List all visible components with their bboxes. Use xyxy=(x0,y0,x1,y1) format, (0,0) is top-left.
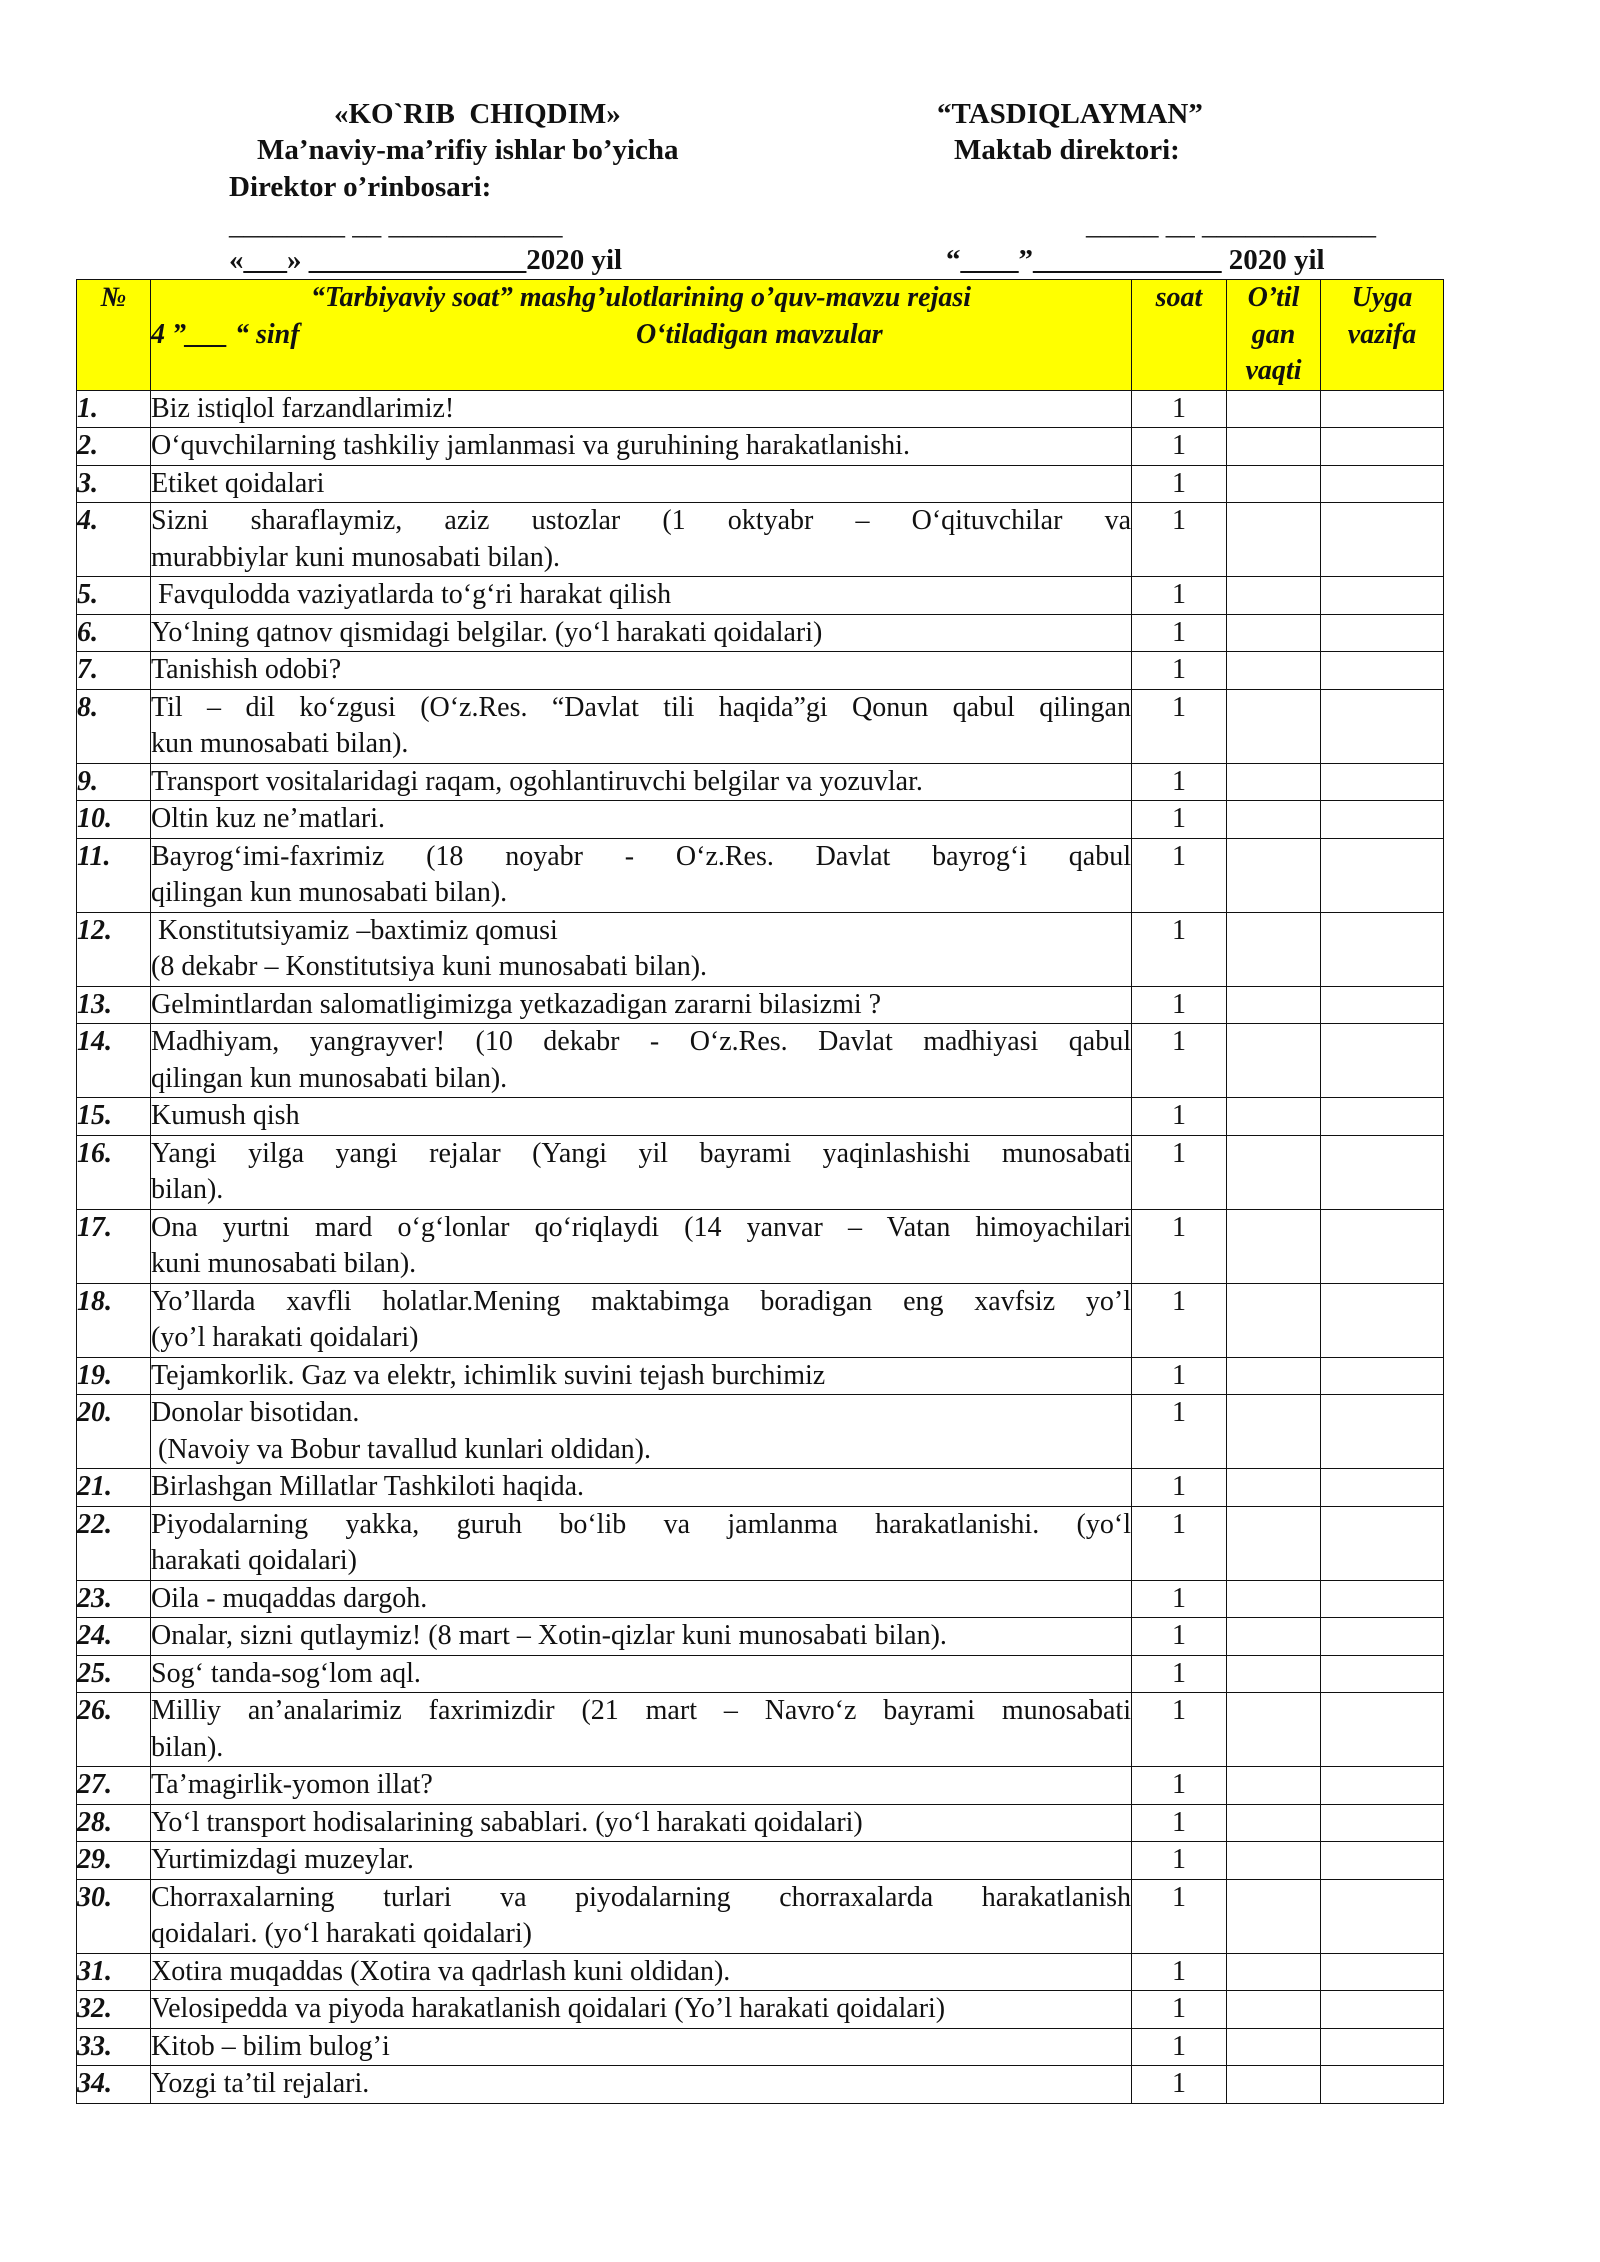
table-row xyxy=(77,1842,1444,1880)
table-row xyxy=(77,390,1444,428)
topic-line: (yo’l harakati qoidalari) xyxy=(151,1322,419,1353)
topic-line: Velosipedda va piyoda harakatlanish qoidalari (Yo’l harakati qoidalari) xyxy=(151,1993,946,2024)
table-row xyxy=(77,1804,1444,1842)
table-row xyxy=(77,2028,1444,2066)
table-row xyxy=(77,1395,1444,1469)
topic-line: Piyodalarning yakka, guruh bo‘lib va jamlanma harakatlanishi. (yo‘l xyxy=(151,1508,1131,1540)
approver-date-line: “____”_____________ 2020 yil xyxy=(946,244,1325,276)
row-number: 28. xyxy=(77,1804,151,1842)
row-number: 19. xyxy=(77,1357,151,1395)
topic-line: Madhiyam, yangrayver! (10 dekabr - O‘z.Res. Davlat madhiyasi qabul xyxy=(151,1026,1131,1057)
row-homework xyxy=(1321,652,1444,690)
row-homework xyxy=(1321,503,1444,577)
row-homework xyxy=(1321,2066,1444,2104)
row-homework xyxy=(1321,986,1444,1024)
row-done-date xyxy=(1227,1618,1321,1656)
topic-line: Tejamkorlik. Gaz va elektr, ichimlik suvini tejash burchimiz xyxy=(151,1359,826,1391)
header-done-date xyxy=(1227,280,1321,391)
row-topic xyxy=(151,763,1132,801)
row-number: 33. xyxy=(77,2028,151,2066)
row-topic xyxy=(151,1953,1132,1991)
row-homework xyxy=(1321,689,1444,763)
approved-title: “TASDIQLAYMAN” xyxy=(937,98,1203,130)
row-number: 24. xyxy=(77,1618,151,1656)
row-topic xyxy=(151,1024,1132,1098)
topic-line: Transport vositalaridagi raqam, ogohlantiruvchi belgilar va yozuvlar. xyxy=(151,765,923,797)
row-number: 23. xyxy=(77,1580,151,1618)
table-row xyxy=(77,1506,1444,1580)
row-number: 12. xyxy=(77,912,151,986)
topic-line: Birlashgan Millatlar Tashkiloti haqida. xyxy=(151,1471,585,1502)
table-row xyxy=(77,1098,1444,1136)
header-done-line: gan xyxy=(1251,318,1296,350)
topic-line: Xotira muqaddas (Xotira va qadrlash kuni oldidan). xyxy=(151,1955,731,1987)
table-header-row xyxy=(77,280,1444,391)
row-number: 3. xyxy=(77,465,151,503)
topic-line: murabbiylar kuni munosabati bilan). xyxy=(151,541,561,573)
row-topic xyxy=(151,390,1132,428)
row-number: 11. xyxy=(77,838,151,912)
row-number: 29. xyxy=(77,1842,151,1880)
topic-line: Oltin kuz ne’matlari. xyxy=(151,803,386,834)
row-number: 15. xyxy=(77,1098,151,1136)
row-done-date xyxy=(1227,801,1321,839)
row-hours: 1 xyxy=(1132,1135,1227,1209)
row-homework xyxy=(1321,1804,1444,1842)
table-row xyxy=(77,689,1444,763)
row-number: 30. xyxy=(77,1879,151,1953)
row-done-date xyxy=(1227,503,1321,577)
topic-line: Konstitutsiyamiz –baxtimiz qomusi xyxy=(151,914,558,946)
row-done-date xyxy=(1227,577,1321,615)
row-hours: 1 xyxy=(1132,1283,1227,1357)
row-homework xyxy=(1321,1506,1444,1580)
table-row xyxy=(77,1135,1444,1209)
topic-line: Yurtimizdagi muzeylar. xyxy=(151,1844,414,1875)
row-hours: 1 xyxy=(1132,577,1227,615)
row-topic xyxy=(151,1506,1132,1580)
row-homework xyxy=(1321,1655,1444,1693)
row-topic xyxy=(151,1283,1132,1357)
row-hours: 1 xyxy=(1132,1395,1227,1469)
row-done-date xyxy=(1227,1655,1321,1693)
row-topic xyxy=(151,1395,1132,1469)
row-topic xyxy=(151,1469,1132,1507)
header-topic xyxy=(151,280,1132,391)
row-hours: 1 xyxy=(1132,2028,1227,2066)
row-number: 2. xyxy=(77,428,151,466)
row-homework xyxy=(1321,465,1444,503)
topic-line: Milliy an’analarimiz faxrimizdir (21 mart – Navro‘z bayrami munosabati xyxy=(151,1695,1131,1726)
row-homework xyxy=(1321,801,1444,839)
topic-line: kun munosabati bilan). xyxy=(151,728,409,759)
topic-line: Etiket qoidalari xyxy=(151,467,325,499)
row-homework xyxy=(1321,1693,1444,1767)
row-hours: 1 xyxy=(1132,1879,1227,1953)
topic-line: qilingan kun munosabati bilan). xyxy=(151,1062,508,1094)
row-topic xyxy=(151,2066,1132,2104)
row-done-date xyxy=(1227,1469,1321,1507)
table-row xyxy=(77,652,1444,690)
row-done-date xyxy=(1227,1953,1321,1991)
topic-line: Favqulodda vaziyatlarda to‘g‘ri harakat qilish xyxy=(151,579,672,610)
reviewer-role-line2: Direktor o’rinbosari: xyxy=(229,171,492,203)
row-done-date xyxy=(1227,428,1321,466)
row-number: 13. xyxy=(77,986,151,1024)
table-row xyxy=(77,2066,1444,2104)
table-row xyxy=(77,801,1444,839)
row-done-date xyxy=(1227,1024,1321,1098)
row-homework xyxy=(1321,1357,1444,1395)
table-row xyxy=(77,1469,1444,1507)
reviewer-role-line1: Ma’naviy-ma’rifiy ishlar bo’yicha xyxy=(257,134,679,166)
row-done-date xyxy=(1227,1395,1321,1469)
row-topic xyxy=(151,652,1132,690)
row-topic xyxy=(151,1580,1132,1618)
row-topic xyxy=(151,2028,1132,2066)
row-topic xyxy=(151,428,1132,466)
row-topic xyxy=(151,1655,1132,1693)
row-done-date xyxy=(1227,2028,1321,2066)
row-topic xyxy=(151,465,1132,503)
table-body xyxy=(77,390,1444,2103)
reviewer-signature-line: ________ __ ____________ xyxy=(229,209,563,241)
row-topic xyxy=(151,577,1132,615)
row-done-date xyxy=(1227,1209,1321,1283)
topic-line: Kitob – bilim bulog’i xyxy=(151,2030,390,2062)
row-homework xyxy=(1321,1098,1444,1136)
reviewer-date-line: «___» _______________2020 yil xyxy=(229,244,623,276)
row-topic xyxy=(151,1879,1132,1953)
row-homework xyxy=(1321,838,1444,912)
row-homework xyxy=(1321,614,1444,652)
row-homework xyxy=(1321,1879,1444,1953)
row-homework xyxy=(1321,1283,1444,1357)
row-number: 31. xyxy=(77,1953,151,1991)
header-topic-subline xyxy=(151,317,1131,354)
row-done-date xyxy=(1227,912,1321,986)
row-homework xyxy=(1321,1024,1444,1098)
approver-signature-line: _____ __ ____________ xyxy=(1086,209,1376,241)
approver-role: Maktab direktori: xyxy=(954,134,1180,166)
row-hours: 1 xyxy=(1132,1098,1227,1136)
row-homework xyxy=(1321,2028,1444,2066)
table-row xyxy=(77,986,1444,1024)
row-number: 20. xyxy=(77,1395,151,1469)
row-done-date xyxy=(1227,838,1321,912)
table-row xyxy=(77,465,1444,503)
row-hours: 1 xyxy=(1132,614,1227,652)
row-done-date xyxy=(1227,1879,1321,1953)
header-homework xyxy=(1321,280,1444,391)
topic-line: Donolar bisotidan. xyxy=(151,1397,360,1428)
row-done-date xyxy=(1227,1991,1321,2029)
row-hours: 1 xyxy=(1132,986,1227,1024)
row-topic xyxy=(151,689,1132,763)
row-done-date xyxy=(1227,1135,1321,1209)
table-row xyxy=(77,428,1444,466)
topic-line: Sizni sharaflaymiz, aziz ustozlar (1 oktyabr – O‘qituvchilar va xyxy=(151,505,1131,536)
topic-line: qilingan kun munosabati bilan). xyxy=(151,877,508,908)
row-hours: 1 xyxy=(1132,1209,1227,1283)
topic-line: harakati qoidalari) xyxy=(151,1545,358,1576)
table-row xyxy=(77,763,1444,801)
row-number: 18. xyxy=(77,1283,151,1357)
row-hours: 1 xyxy=(1132,1953,1227,1991)
row-number: 27. xyxy=(77,1767,151,1805)
row-hours: 1 xyxy=(1132,390,1227,428)
topic-line: Til – dil ko‘zgusi (O‘z.Res. “Davlat tili haqida”gi Qonun qabul qilingan xyxy=(151,691,1131,723)
topic-line: O‘quvchilarning tashkiliy jamlanmasi va guruhining harakatlanishi. xyxy=(151,430,910,461)
row-homework xyxy=(1321,912,1444,986)
row-done-date xyxy=(1227,1357,1321,1395)
row-topic xyxy=(151,1991,1132,2029)
row-done-date xyxy=(1227,2066,1321,2104)
topic-line: Kumush qish xyxy=(151,1100,300,1131)
row-hours: 1 xyxy=(1132,838,1227,912)
topic-line: Ta’magirlik-yomon illat? xyxy=(151,1769,433,1800)
row-done-date xyxy=(1227,1842,1321,1880)
row-number: 14. xyxy=(77,1024,151,1098)
row-done-date xyxy=(1227,1098,1321,1136)
row-hours: 1 xyxy=(1132,1655,1227,1693)
row-topic xyxy=(151,1842,1132,1880)
header-hours: soat xyxy=(1132,280,1227,391)
row-hours: 1 xyxy=(1132,1842,1227,1880)
table-row xyxy=(77,1209,1444,1283)
header-number: № xyxy=(77,280,151,391)
topic-line: Bayrog‘imi-faxrimiz (18 noyabr - O‘z.Res. Davlat bayrog‘i qabul xyxy=(151,840,1131,872)
row-homework xyxy=(1321,428,1444,466)
row-done-date xyxy=(1227,986,1321,1024)
table-row xyxy=(77,1991,1444,2029)
row-number: 1. xyxy=(77,390,151,428)
row-homework xyxy=(1321,1209,1444,1283)
table-row xyxy=(77,1655,1444,1693)
row-number: 17. xyxy=(77,1209,151,1283)
row-hours: 1 xyxy=(1132,1618,1227,1656)
row-done-date xyxy=(1227,1693,1321,1767)
row-topic xyxy=(151,1804,1132,1842)
table-row xyxy=(77,838,1444,912)
topic-line: Ona yurtni mard o‘g‘lonlar qo‘riqlaydi (14 yanvar – Vatan himoyachilari xyxy=(151,1211,1131,1243)
row-homework xyxy=(1321,1618,1444,1656)
row-topic xyxy=(151,986,1132,1024)
row-hours: 1 xyxy=(1132,1506,1227,1580)
row-topic xyxy=(151,503,1132,577)
topic-line: Yo‘l transport hodisalarining sabablari. (yo‘l harakati qoidalari) xyxy=(151,1806,863,1838)
topic-line: (8 dekabr – Konstitutsiya kuni munosabati bilan). xyxy=(151,951,708,982)
table-row xyxy=(77,577,1444,615)
row-hours: 1 xyxy=(1132,428,1227,466)
table-row xyxy=(77,1767,1444,1805)
row-homework xyxy=(1321,1767,1444,1805)
row-topic xyxy=(151,1618,1132,1656)
reviewed-title: «KO`RIB CHIQDIM» xyxy=(334,98,621,130)
table-row xyxy=(77,1953,1444,1991)
row-done-date xyxy=(1227,390,1321,428)
row-number: 25. xyxy=(77,1655,151,1693)
row-done-date xyxy=(1227,465,1321,503)
row-hours: 1 xyxy=(1132,503,1227,577)
plan-title: “Tarbiyaviy soat” mashg’ulotlarining o’quv-mavzu rejasi xyxy=(310,282,972,313)
topic-line: Yo’llarda xavfli holatlar.Mening maktabimga boradigan eng xavfsiz yo’l xyxy=(151,1285,1131,1317)
table-row xyxy=(77,1618,1444,1656)
row-homework xyxy=(1321,1469,1444,1507)
header-done-line: vaqti xyxy=(1245,355,1302,386)
header-homework-line: Uyga xyxy=(1351,282,1413,313)
row-homework xyxy=(1321,763,1444,801)
table-row xyxy=(77,614,1444,652)
grade-label: 4 ”___ “ sinf xyxy=(151,318,300,350)
table-row xyxy=(77,1580,1444,1618)
row-topic xyxy=(151,912,1132,986)
table-row xyxy=(77,1283,1444,1357)
row-hours: 1 xyxy=(1132,1991,1227,2029)
row-hours: 1 xyxy=(1132,763,1227,801)
row-homework xyxy=(1321,1135,1444,1209)
row-hours: 1 xyxy=(1132,1580,1227,1618)
row-done-date xyxy=(1227,763,1321,801)
header-homework-line: vazifa xyxy=(1347,318,1417,350)
row-done-date xyxy=(1227,1580,1321,1618)
row-homework xyxy=(1321,1580,1444,1618)
table-row xyxy=(77,503,1444,577)
topic-line: Gelmintlardan salomatligimizga yetkazadigan zararni bilasizmi ? xyxy=(151,988,882,1020)
row-topic xyxy=(151,1135,1132,1209)
header-done-line: O’til xyxy=(1247,282,1300,313)
row-homework xyxy=(1321,1953,1444,1991)
row-topic xyxy=(151,614,1132,652)
row-number: 7. xyxy=(77,652,151,690)
row-done-date xyxy=(1227,1283,1321,1357)
topic-line: Oila - muqaddas dargoh. xyxy=(151,1582,428,1614)
topic-line: Biz istiqlol farzandlarimiz! xyxy=(151,392,455,424)
row-hours: 1 xyxy=(1132,801,1227,839)
row-hours: 1 xyxy=(1132,1767,1227,1805)
row-hours: 1 xyxy=(1132,465,1227,503)
topic-line: Chorraxalarning turlari va piyodalarning chorraxalarda harakatlanish xyxy=(151,1881,1131,1913)
topic-line: (Navoiy va Bobur tavallud kunlari oldidan). xyxy=(151,1433,651,1465)
table-row xyxy=(77,1879,1444,1953)
topic-line: Sog‘ tanda-sog‘lom aql. xyxy=(151,1657,421,1689)
row-hours: 1 xyxy=(1132,912,1227,986)
row-number: 32. xyxy=(77,1991,151,2029)
row-number: 5. xyxy=(77,577,151,615)
row-done-date xyxy=(1227,689,1321,763)
row-topic xyxy=(151,801,1132,839)
row-number: 8. xyxy=(77,689,151,763)
topic-line: bilan). xyxy=(151,1731,224,1763)
row-hours: 1 xyxy=(1132,689,1227,763)
row-topic xyxy=(151,1209,1132,1283)
topic-line: Yozgi ta’til rejalari. xyxy=(151,2068,370,2099)
row-done-date xyxy=(1227,614,1321,652)
row-homework xyxy=(1321,577,1444,615)
row-topic xyxy=(151,1693,1132,1767)
row-hours: 1 xyxy=(1132,2066,1227,2104)
row-homework xyxy=(1321,1842,1444,1880)
row-hours: 1 xyxy=(1132,1804,1227,1842)
table-row xyxy=(77,1024,1444,1098)
row-number: 22. xyxy=(77,1506,151,1580)
row-done-date xyxy=(1227,1506,1321,1580)
row-number: 21. xyxy=(77,1469,151,1507)
row-homework xyxy=(1321,1395,1444,1469)
topic-line: qoidalari. (yo‘l harakati qoidalari) xyxy=(151,1918,532,1949)
row-number: 34. xyxy=(77,2066,151,2104)
row-topic xyxy=(151,1098,1132,1136)
row-topic xyxy=(151,1357,1132,1395)
row-number: 16. xyxy=(77,1135,151,1209)
row-number: 4. xyxy=(77,503,151,577)
row-hours: 1 xyxy=(1132,1024,1227,1098)
row-done-date xyxy=(1227,1767,1321,1805)
table-row xyxy=(77,1693,1444,1767)
table-row xyxy=(77,1357,1444,1395)
row-topic xyxy=(151,1767,1132,1805)
topics-label: O‘tiladigan mavzular xyxy=(636,318,883,350)
topic-line: Yo‘lning qatnov qismidagi belgilar. (yo‘l harakati qoidalari) xyxy=(151,616,823,648)
row-topic xyxy=(151,838,1132,912)
row-number: 10. xyxy=(77,801,151,839)
topic-line: bilan). xyxy=(151,1174,224,1205)
row-done-date xyxy=(1227,1804,1321,1842)
row-number: 6. xyxy=(77,614,151,652)
row-homework xyxy=(1321,1991,1444,2029)
table-row xyxy=(77,912,1444,986)
topic-line: kuni munosabati bilan). xyxy=(151,1248,417,1279)
row-hours: 1 xyxy=(1132,652,1227,690)
row-hours: 1 xyxy=(1132,1469,1227,1507)
row-number: 9. xyxy=(77,763,151,801)
lesson-plan-table xyxy=(76,279,1444,2104)
row-homework xyxy=(1321,390,1444,428)
topic-line: Tanishish odobi? xyxy=(151,654,342,685)
row-done-date xyxy=(1227,652,1321,690)
row-hours: 1 xyxy=(1132,1357,1227,1395)
row-number: 26. xyxy=(77,1693,151,1767)
row-hours: 1 xyxy=(1132,1693,1227,1767)
topic-line: Onalar, sizni qutlaymiz! (8 mart – Xotin-qizlar kuni munosabati bilan). xyxy=(151,1620,947,1651)
topic-line: Yangi yilga yangi rejalar (Yangi yil bayrami yaqinlashishi munosabati xyxy=(151,1137,1131,1169)
